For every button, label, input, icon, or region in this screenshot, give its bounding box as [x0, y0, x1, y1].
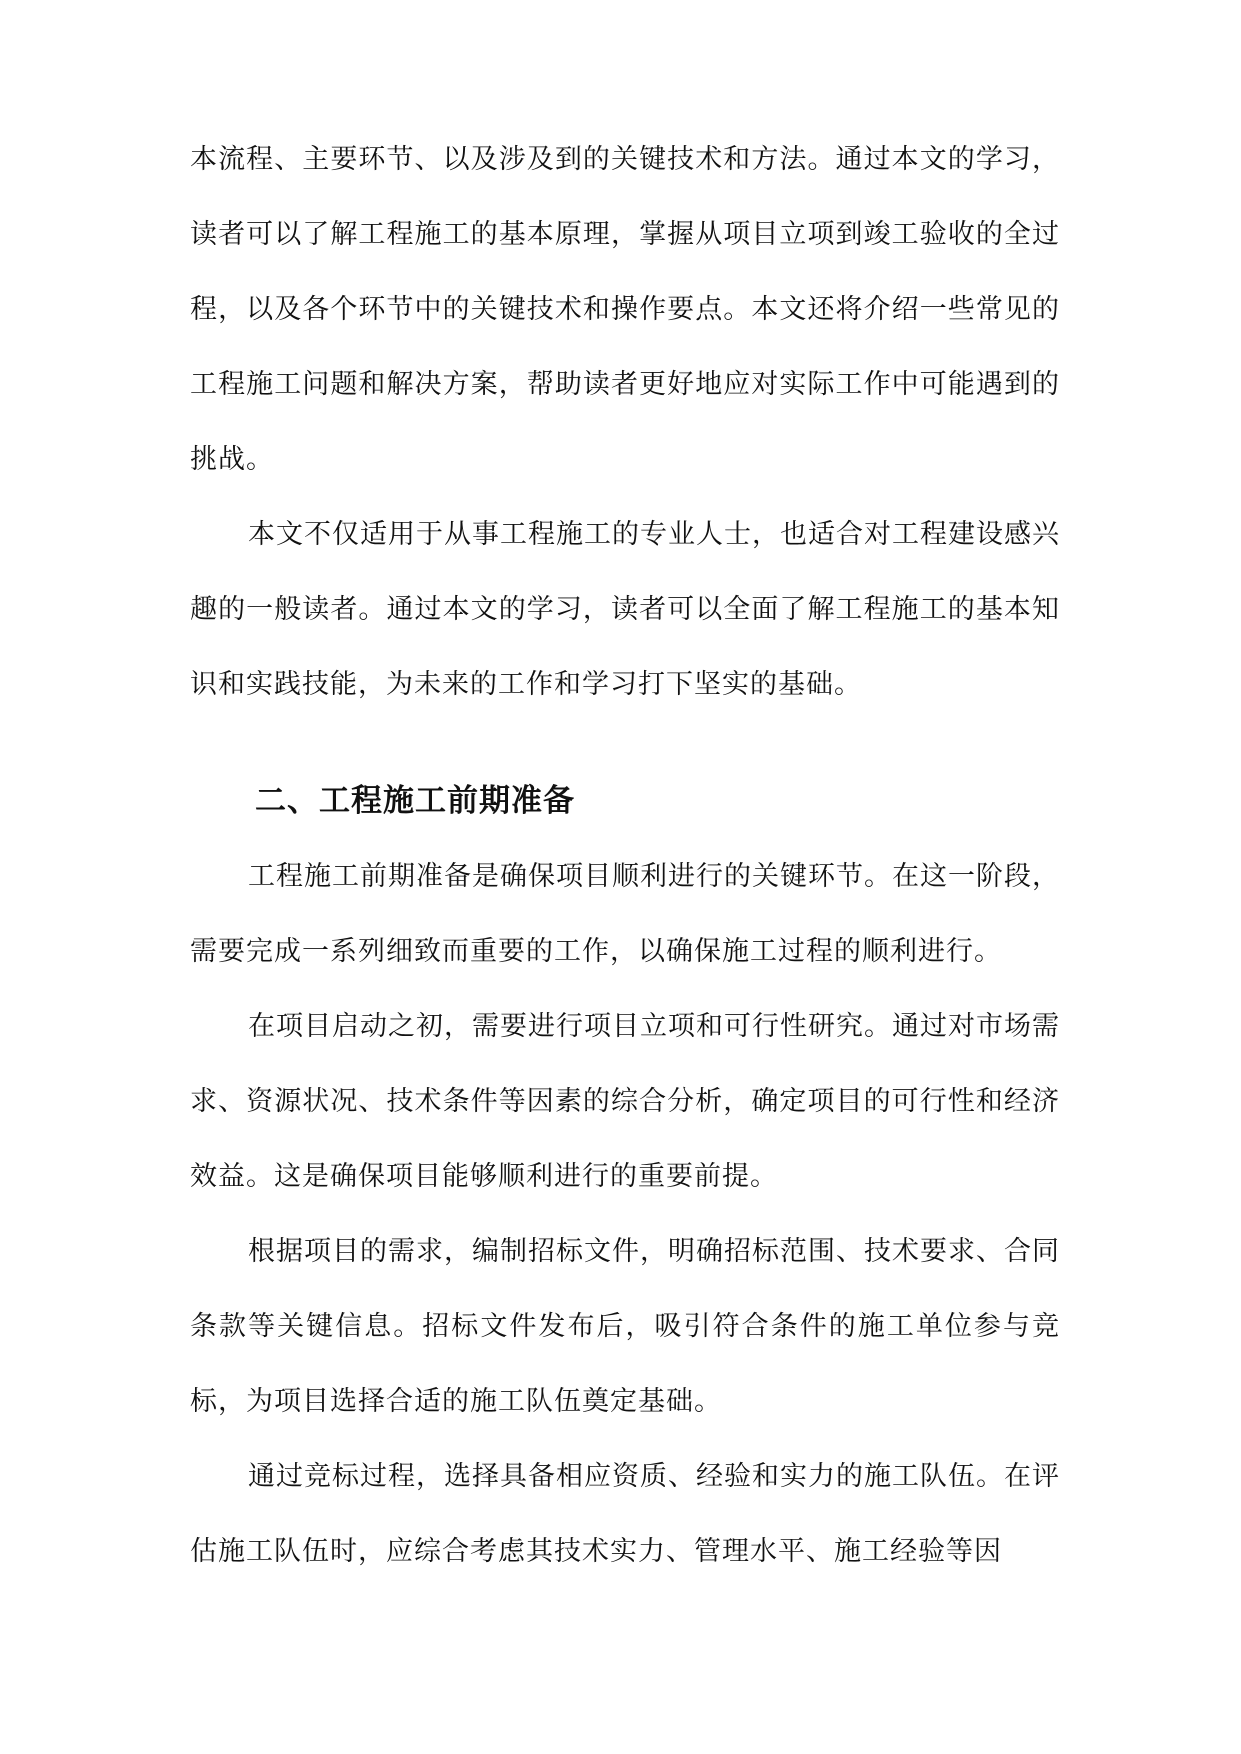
paragraph-tendering: 根据项目的需求，编制招标文件，明确招标范围、技术要求、合同条款等关键信息。招标文件发布后，吸引符合条件的施工单位参与竞标，为项目选择合适的施工队伍奠定基础。: [190, 1236, 1060, 1417]
section-heading: 二、工程施工前期准备: [255, 783, 575, 819]
paragraph-preparation-intro: 工程施工前期准备是确保项目顺利进行的关键环节。在这一阶段，需要完成一系列细致而重要的工作，以确保施工过程的顺利进行。: [190, 861, 1060, 967]
paragraph-audience: 本文不仅适用于从事工程施工的专业人士，也适合对工程建设感兴趣的一般读者。通过本文的学习，读者可以全面了解工程施工的基本知识和实践技能，为未来的工作和学习打下坚实的基础。: [190, 519, 1060, 700]
paragraph-feasibility: 在项目启动之初，需要进行项目立项和可行性研究。通过对市场需求、资源状况、技术条件等因素的综合分析，确定项目的可行性和经济效益。这是确保项目能够顺利进行的重要前提。: [190, 1011, 1060, 1192]
paragraph-team-selection: 通过竞标过程，选择具备相应资质、经验和实力的施工队伍。在评估施工队伍时，应综合考虑其技术实力、管理水平、施工经验等因: [190, 1461, 1060, 1567]
paragraph-continuation: 本流程、主要环节、以及涉及到的关键技术和方法。通过本文的学习，读者可以了解工程施工的基本原理，掌握从项目立项到竣工验收的全过程，以及各个环节中的关键技术和操作要点。本文还将介绍一些常见的工程施工问题和解决方案，帮助读者更好地应对实际工作中可能遇到的挑战。: [190, 144, 1060, 475]
